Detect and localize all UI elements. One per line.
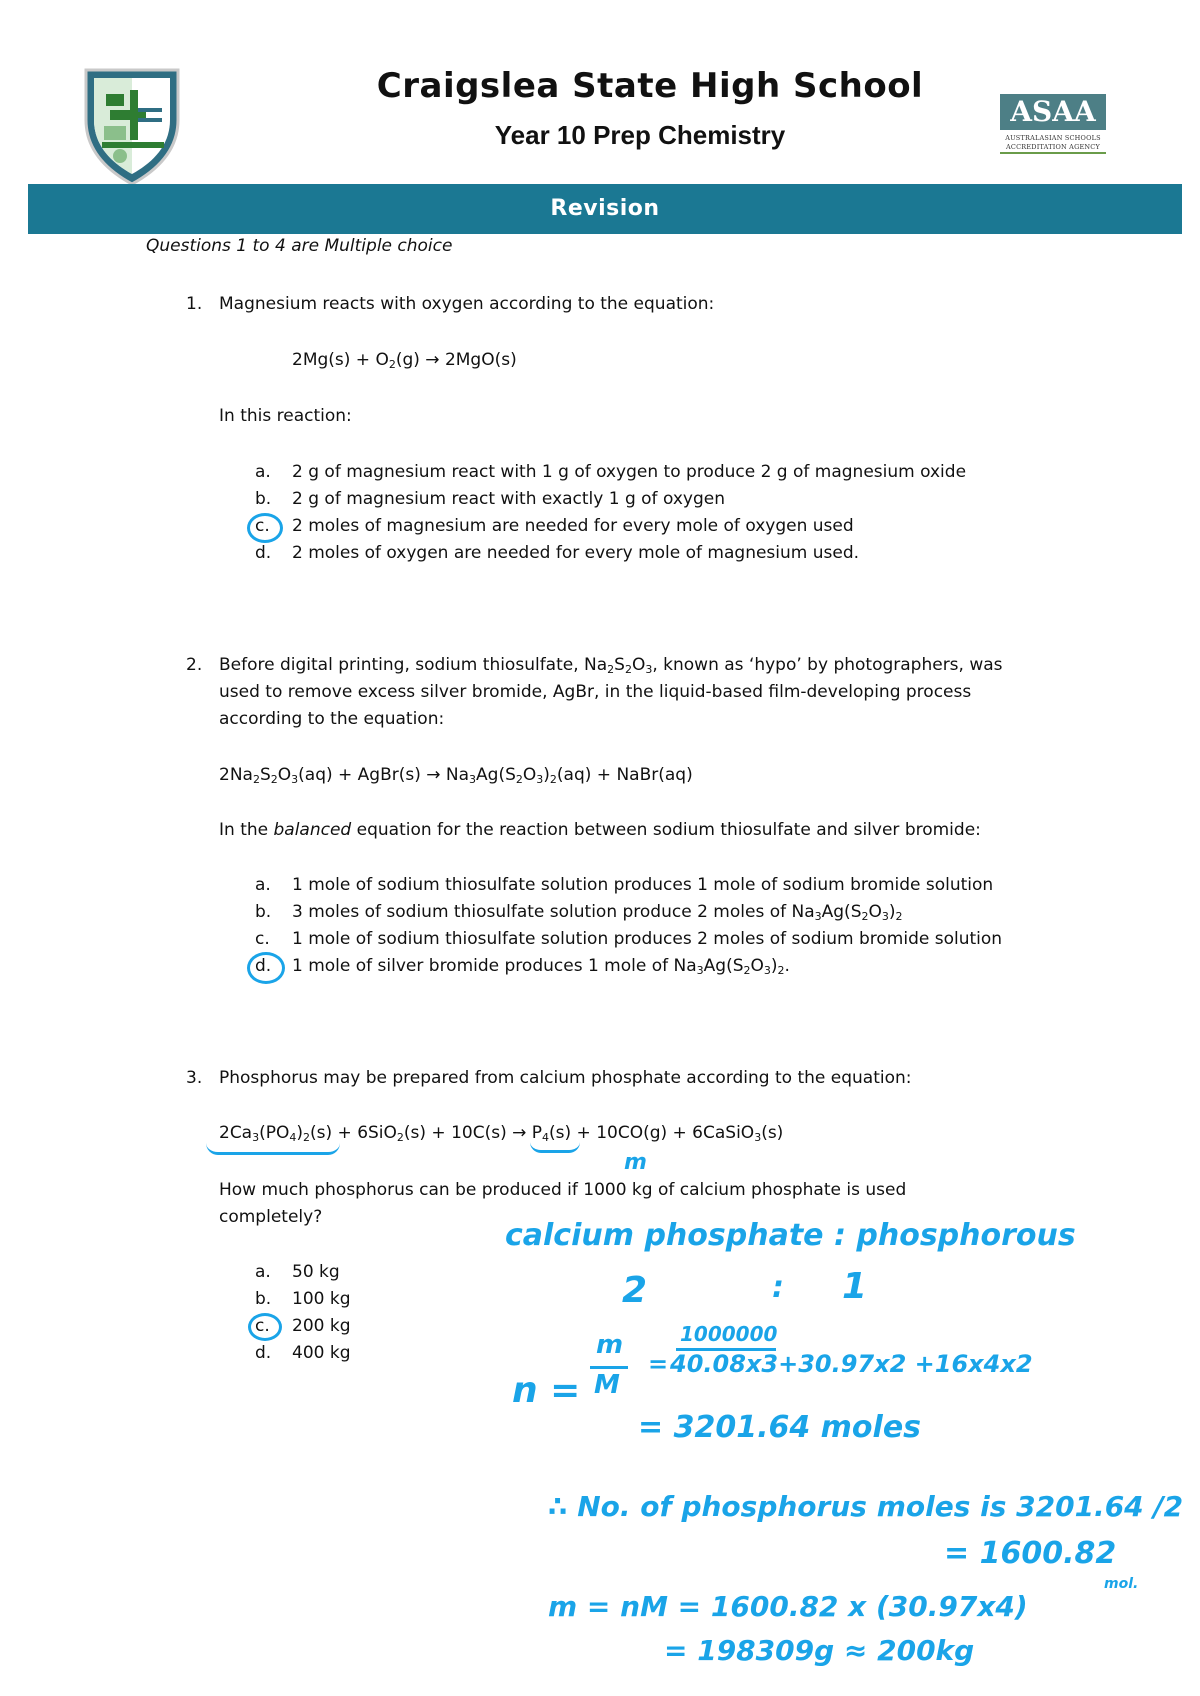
hand-n-equals: n = [512, 1370, 581, 1411]
q1-option-d: 2 moles of oxygen are needed for every mole of magnesium used. [292, 543, 860, 563]
q1-option-c: 2 moles of magnesium are needed for every mole of oxygen used [292, 516, 854, 536]
school-name: Craigslea State High School [376, 66, 924, 106]
hand-ratio-left: 2 [622, 1270, 648, 1311]
course-name: Year 10 Prep Chemistry [494, 120, 786, 150]
q1-option-a-label: a. [255, 462, 271, 482]
q3-answer-circle [248, 1313, 282, 1341]
q1-answer-circle [247, 513, 283, 543]
hand-mol-unit: mol. [1104, 1576, 1139, 1592]
hand-fraction-top: m [596, 1330, 624, 1360]
hand-half-result: = 1600.82 [944, 1536, 1117, 1571]
hand-therefore-line: ∴ No. of phosphorus moles is 3201.64 /2 [548, 1490, 1184, 1523]
q3-option-b-label: b. [255, 1289, 272, 1309]
q3-underline-calcium-phosphate [206, 1142, 340, 1155]
hand-ratio-colon: : [772, 1270, 784, 1305]
q1-option-c-label: c. [255, 516, 270, 536]
q1-number: 1. [186, 294, 203, 314]
hand-mass-grams: 1000000 [680, 1322, 778, 1346]
q2-option-d: 1 mole of silver bromide produces 1 mole of $Na_3Ag(S_2O_3)_2$. [292, 956, 790, 977]
q3-option-d-label: d. [255, 1343, 272, 1363]
instructions: Questions 1 to 4 are Multiple choice [146, 236, 453, 256]
hand-mass-formula: m = nM = 1600.82 x (30.97x4) [548, 1590, 1028, 1623]
q1-option-b-label: b. [255, 489, 272, 509]
q1-stem: Magnesium reacts with oxygen according to the equation: [219, 294, 715, 314]
q2-option-d-label: d. [255, 956, 272, 976]
q2-stem-line1: Before digital printing, sodium thiosulfate, $Na_2S_2O_3$, known as ‘hypo’ by photographers, was [219, 655, 1003, 676]
hand-fraction-bottom: M [594, 1370, 620, 1400]
q2-option-a-label: a. [255, 875, 271, 895]
q2-equation: $2Na_2S_2O_3(aq)$ + AgBr(s) → $Na_3Ag(S_2O_3)_2(aq)$ + NaBr(aq) [219, 765, 693, 786]
hand-ratio-right: 1 [842, 1266, 868, 1307]
asaa-logo [1000, 94, 1112, 158]
q3-option-a: 50 kg [292, 1262, 340, 1282]
asaa-logo-rule [1000, 152, 1106, 154]
hand-molar-mass: 40.08x3+30.97x2 +16x4x2 [670, 1350, 1033, 1378]
asaa-logo-title: ASAA [1000, 94, 1106, 130]
hand-ratio-label: calcium phosphate : phosphorous [505, 1218, 1076, 1253]
q3-hand-m-mark: m [624, 1150, 647, 1175]
q1-option-a: 2 g of magnesium react with 1 g of oxygen to produce 2 g of magnesium oxide [292, 462, 967, 482]
q3-option-c-label: c. [255, 1316, 270, 1336]
q2-number: 2. [186, 655, 203, 675]
q2-option-b-label: b. [255, 902, 272, 922]
q3-stem: Phosphorus may be prepared from calcium phosphate according to the equation: [219, 1068, 912, 1088]
banner-label: Revision [550, 196, 660, 221]
hand-final-result: = 198309g ≈ 200kg [664, 1634, 975, 1667]
q2-lead: In the balanced equation for the reaction between sodium thiosulfate and silver bromide: [219, 820, 981, 840]
q3-option-b: 100 kg [292, 1289, 351, 1309]
q3-equation: $2Ca_3(PO_4)_2(s) + 6SiO_2(s) + 10C(s) \to P_4(s) + 10CO(g)$ + 6CaSiO$_3$(s) [219, 1123, 784, 1144]
asaa-logo-line2: ACCREDITATION AGENCY [1006, 143, 1100, 151]
hand-equals: = [648, 1350, 669, 1378]
hand-fraction-bar [590, 1366, 628, 1369]
q3-option-a-label: a. [255, 1262, 271, 1282]
q3-question-line1: How much phosphorus can be produced if 1000 kg of calcium phosphate is used [219, 1180, 907, 1200]
q1-equation: $2Mg(s) + O_2(g) \to 2MgO(s)$ [292, 350, 517, 371]
q3-option-c: 200 kg [292, 1316, 351, 1336]
q1-lead: In this reaction: [219, 406, 352, 426]
q3-option-d: 400 kg [292, 1343, 351, 1363]
q2-answer-circle [247, 952, 285, 984]
asaa-logo-line1: AUSTRALASIAN SCHOOLS [1005, 134, 1101, 142]
q3-question-line2: completely? [219, 1207, 323, 1227]
hand-moles-result: = 3201.64 moles [638, 1410, 922, 1445]
q1-option-b: 2 g of magnesium react with exactly 1 g of oxygen [292, 489, 725, 509]
q2-stem-line2: used to remove excess silver bromide, AgBr, in the liquid-based film-developing process [219, 682, 972, 702]
section-banner [28, 184, 1182, 234]
q2-option-c-label: c. [255, 929, 270, 949]
q3-underline-phosphorus [530, 1142, 580, 1153]
q2-stem-line3: according to the equation: [219, 709, 445, 729]
q1-option-d-label: d. [255, 543, 272, 563]
school-crest-logo [80, 66, 184, 186]
q2-option-a: 1 mole of sodium thiosulfate solution produces 1 mole of sodium bromide solution [292, 875, 994, 895]
q2-option-c: 1 mole of sodium thiosulfate solution produces 2 moles of sodium bromide solution [292, 929, 1003, 949]
q3-number: 3. [186, 1068, 203, 1088]
q2-option-b: 3 moles of sodium thiosulfate solution produce 2 moles of $Na_3Ag(S_2O_3)_2$ [292, 902, 903, 923]
